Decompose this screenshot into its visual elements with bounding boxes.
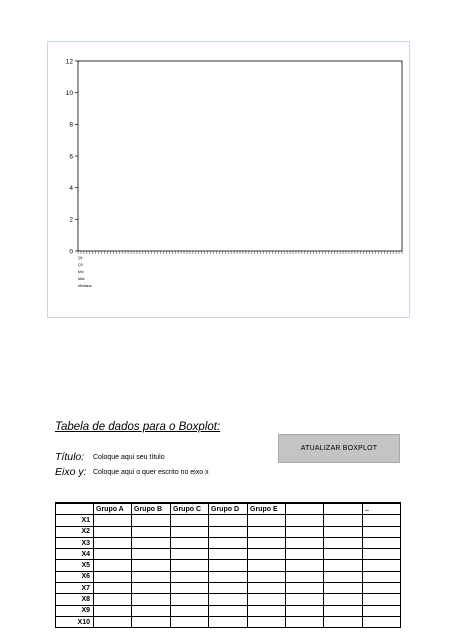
legend-entry: Q3 — [78, 263, 83, 267]
table-cell[interactable] — [171, 616, 209, 627]
table-cell[interactable] — [209, 616, 248, 627]
table-cell[interactable] — [286, 526, 324, 537]
table-header-cell[interactable]: Grupo B — [132, 503, 171, 515]
table-cell[interactable] — [286, 605, 324, 616]
table-cell[interactable] — [171, 526, 209, 537]
legend-entry: Q1 — [78, 256, 83, 260]
table-cell[interactable] — [248, 537, 286, 548]
table-row — [56, 515, 401, 526]
row-label: X4 — [56, 549, 94, 560]
y-tick-label: 2 — [69, 216, 73, 224]
table-header-cell[interactable] — [324, 503, 363, 515]
table-header-cell[interactable]: Grupo A — [94, 503, 132, 515]
table-cell[interactable] — [171, 515, 209, 526]
table-cell[interactable] — [132, 515, 171, 526]
table-cell[interactable] — [286, 560, 324, 571]
table-header-cell[interactable] — [286, 503, 324, 515]
row-label: X3 — [56, 537, 94, 548]
table-cell[interactable] — [363, 605, 401, 616]
table-cell[interactable] — [132, 594, 171, 605]
table-cell[interactable] — [132, 549, 171, 560]
table-cell[interactable] — [363, 537, 401, 548]
table-cell[interactable] — [363, 515, 401, 526]
table-cell[interactable] — [209, 537, 248, 548]
table-cell[interactable] — [248, 515, 286, 526]
table-header-cell[interactable] — [56, 503, 94, 515]
data-table — [55, 502, 401, 628]
y-tick-label: 0 — [69, 248, 73, 256]
title-field-label: Título: — [55, 451, 85, 463]
table-cell[interactable] — [363, 616, 401, 627]
yaxis-field-value[interactable]: Coloque aqui o quer escrito no eixo x — [93, 469, 209, 476]
table-cell[interactable] — [248, 549, 286, 560]
table-cell[interactable] — [94, 537, 132, 548]
chart-frame — [47, 41, 410, 318]
row-label: X10 — [56, 616, 94, 627]
y-tick-label: 4 — [69, 184, 73, 192]
update-boxplot-button-label: ATUALIZAR BOXPLOT — [300, 445, 378, 452]
y-axis — [66, 58, 78, 255]
table-cell[interactable] — [171, 560, 209, 571]
table-cell[interactable] — [324, 616, 363, 627]
table-cell[interactable] — [286, 594, 324, 605]
table-header-cell[interactable]: Grupo E — [248, 503, 286, 515]
table-cell[interactable] — [209, 549, 248, 560]
table-cell[interactable] — [132, 583, 171, 594]
table-header-row — [56, 503, 401, 515]
table-cell[interactable] — [248, 594, 286, 605]
chart-legend — [78, 256, 91, 288]
table-cell[interactable] — [209, 560, 248, 571]
table-cell[interactable] — [324, 571, 363, 582]
table-row — [56, 549, 401, 560]
table-cell[interactable] — [94, 605, 132, 616]
table-cell[interactable] — [94, 526, 132, 537]
row-label: X2 — [56, 526, 94, 537]
table-cell[interactable] — [209, 571, 248, 582]
x-axis-ticks — [78, 251, 402, 254]
table-cell[interactable] — [132, 537, 171, 548]
yaxis-field-label: Eixo y: — [55, 466, 87, 478]
y-tick-label: 6 — [69, 153, 73, 161]
table-cell[interactable] — [171, 537, 209, 548]
table-cell[interactable] — [132, 560, 171, 571]
row-label: X1 — [56, 515, 94, 526]
y-tick-label: 8 — [69, 121, 73, 129]
row-label: X5 — [56, 560, 94, 571]
table-cell[interactable] — [171, 583, 209, 594]
row-label: X7 — [56, 583, 94, 594]
table-row — [56, 605, 401, 616]
table-cell[interactable] — [94, 515, 132, 526]
plot-area — [78, 61, 402, 251]
table-cell[interactable] — [171, 594, 209, 605]
y-tick-label: 12 — [65, 58, 73, 66]
table-cell[interactable] — [171, 571, 209, 582]
table-cell[interactable] — [171, 549, 209, 560]
table-row — [56, 583, 401, 594]
table-row — [56, 560, 401, 571]
table-cell[interactable] — [94, 594, 132, 605]
legend-entry: Max — [78, 277, 85, 281]
table-cell[interactable] — [94, 560, 132, 571]
table-cell[interactable] — [209, 515, 248, 526]
table-row — [56, 526, 401, 537]
table-cell[interactable] — [363, 583, 401, 594]
table-cell[interactable] — [94, 571, 132, 582]
table-cell[interactable] — [209, 605, 248, 616]
table-cell[interactable] — [94, 616, 132, 627]
table-cell[interactable] — [286, 515, 324, 526]
table-header-cell[interactable]: .. — [363, 503, 401, 515]
table-cell[interactable] — [324, 526, 363, 537]
table-cell[interactable] — [286, 583, 324, 594]
table-cell[interactable] — [286, 549, 324, 560]
table-cell[interactable] — [248, 571, 286, 582]
table-cell[interactable] — [324, 560, 363, 571]
table-cell[interactable] — [248, 605, 286, 616]
table-cell[interactable] — [248, 526, 286, 537]
table-cell[interactable] — [363, 571, 401, 582]
table-cell[interactable] — [132, 605, 171, 616]
table-cell[interactable] — [286, 571, 324, 582]
table-cell[interactable] — [324, 537, 363, 548]
table-cell[interactable] — [363, 549, 401, 560]
table-header-cell[interactable]: Grupo D — [209, 503, 248, 515]
table-cell[interactable] — [363, 560, 401, 571]
table-cell[interactable] — [94, 549, 132, 560]
table-cell[interactable] — [132, 571, 171, 582]
table-cell[interactable] — [324, 583, 363, 594]
table-cell[interactable] — [248, 616, 286, 627]
table-cell[interactable] — [248, 560, 286, 571]
y-tick-label: 10 — [65, 89, 73, 97]
table-cell[interactable] — [286, 537, 324, 548]
boxplot-chart — [48, 42, 409, 317]
table-cell[interactable] — [209, 583, 248, 594]
table-cell[interactable] — [171, 605, 209, 616]
table-cell[interactable] — [209, 526, 248, 537]
update-boxplot-button[interactable] — [278, 434, 400, 463]
table-row — [56, 616, 401, 627]
row-label: X8 — [56, 594, 94, 605]
legend-entry: Mediana — [78, 284, 92, 288]
table-cell[interactable] — [286, 616, 324, 627]
table-cell[interactable] — [132, 526, 171, 537]
table-cell[interactable] — [324, 605, 363, 616]
title-field-value[interactable]: Coloque aqui seu título — [93, 454, 165, 461]
table-row — [56, 571, 401, 582]
row-label: X9 — [56, 605, 94, 616]
table-cell[interactable] — [363, 526, 401, 537]
row-label: X6 — [56, 571, 94, 582]
table-cell[interactable] — [94, 583, 132, 594]
table-cell[interactable] — [324, 515, 363, 526]
table-row — [56, 537, 401, 548]
legend-entry: Min — [78, 270, 84, 274]
table-cell[interactable] — [209, 594, 248, 605]
table-row — [56, 594, 401, 605]
section-title: Tabela de dados para o Boxplot: — [55, 421, 221, 433]
table-cell[interactable] — [324, 594, 363, 605]
table-cell[interactable] — [324, 549, 363, 560]
table-cell[interactable] — [248, 583, 286, 594]
table-header-cell[interactable]: Grupo C — [171, 503, 209, 515]
table-cell[interactable] — [132, 616, 171, 627]
table-cell[interactable] — [363, 594, 401, 605]
